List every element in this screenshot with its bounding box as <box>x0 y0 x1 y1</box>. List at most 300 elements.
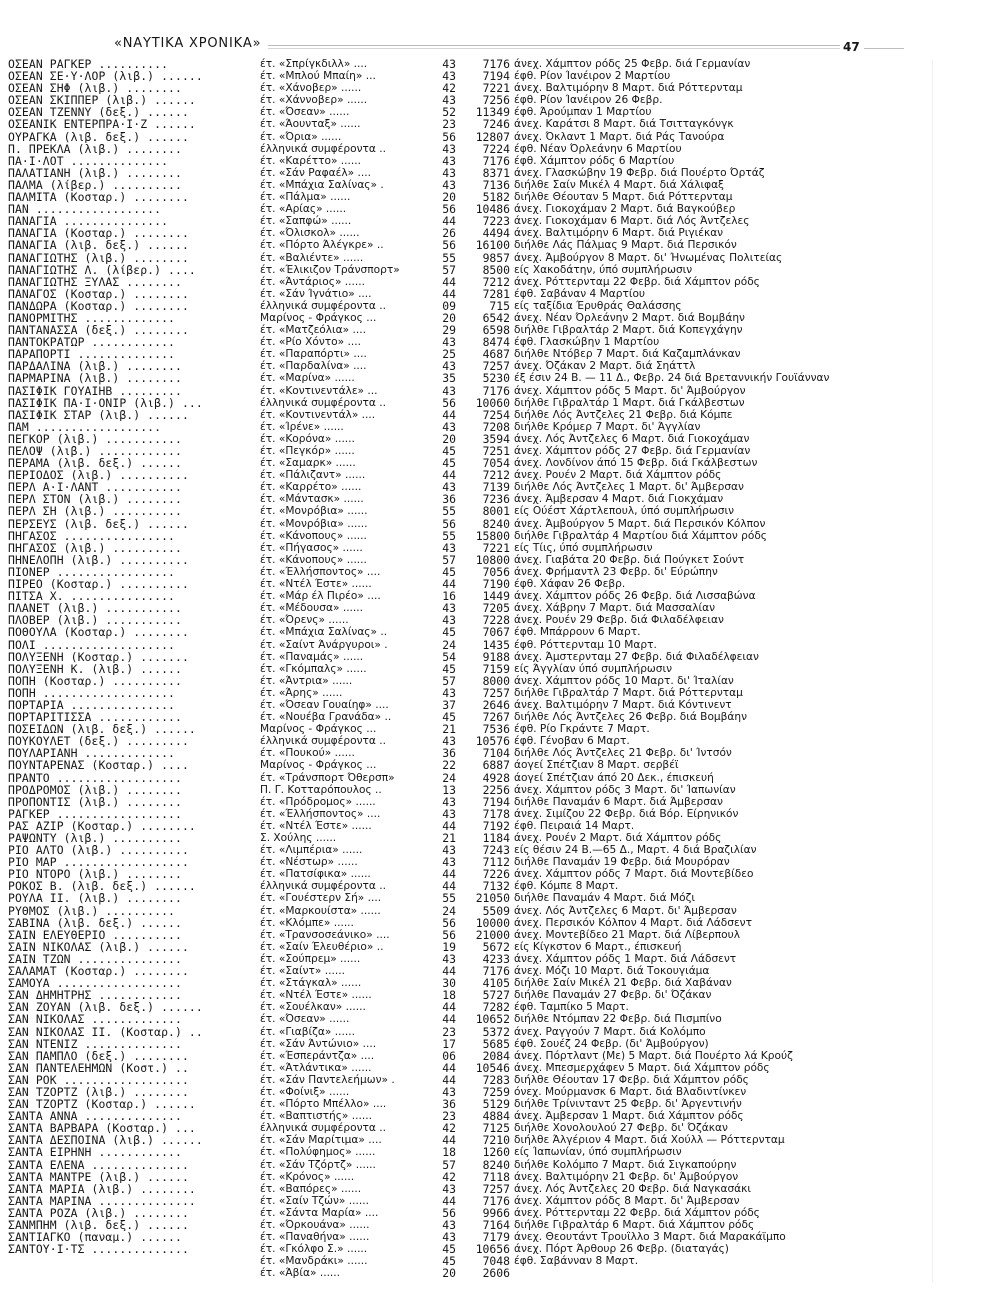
ship-position: άνεχ. Χάμπτον ρόδς 1 Μαρτ. διά Λάδσεντ <box>514 952 737 965</box>
ship-tonnage: 7164 <box>482 1219 510 1232</box>
ship-name: ΠΟΠΗ ................... <box>8 686 175 699</box>
ship-row <box>8 155 938 167</box>
ship-code: 45 <box>442 662 456 675</box>
ship-name: ΣΑΒΙΝΑ (λιβ. δεξ.) ...... <box>8 916 182 929</box>
ship-owner: έλληνικά συμφέροντα .. <box>260 880 386 893</box>
ship-tonnage: 8240 <box>482 1158 510 1171</box>
ship-position: άνεχ. Ραγγούν 7 Μαρτ. διά Κολόμπο <box>514 1025 706 1038</box>
ship-tonnage: 5129 <box>482 1098 510 1111</box>
ship-position: άνεχ. Γιοκοχάμαν 6 Μαρτ. διά Λός Άντζελες <box>514 215 750 228</box>
ship-code: 44 <box>442 868 456 881</box>
ship-owner: έτ. «Άντάριος» ...... <box>260 275 365 288</box>
ship-owner: έτ. «Ντέλ Έστε» ...... <box>260 578 372 591</box>
ship-position: άνεχ. Άμβούργον 5 Μαρτ. διά Περσικόν Κόλπον <box>514 517 766 530</box>
ship-tonnage: 6542 <box>482 311 510 325</box>
ship-row <box>8 626 938 638</box>
ship-tonnage: 7194 <box>482 70 510 83</box>
ship-row <box>8 687 938 699</box>
ship-position: όνεχ. Μούρμανσκ 6 Μαρτ. διά Βλαδιντίνκεν <box>514 1085 747 1098</box>
ship-position: διήλθε Άλγέριον 4 Μαρτ. διά Χούλλ — Ρόττερνταμ <box>514 1134 785 1147</box>
ship-code: 19 <box>442 940 456 953</box>
ship-code: 44 <box>442 1073 456 1086</box>
ship-tonnage: 7257 <box>482 360 510 373</box>
ship-code: 44 <box>442 578 456 591</box>
ship-row <box>8 699 938 711</box>
ship-tonnage: 16100 <box>475 239 510 252</box>
ship-code: 29 <box>442 324 456 337</box>
ship-position: άνεχ. Μοντεβίδεο 21 Μαρτ. διά Λίβερπουλ <box>514 928 741 941</box>
ship-tonnage: 10576 <box>475 735 510 748</box>
ship-owner: έτ. «Έσπεράντζα» .... <box>260 1049 375 1062</box>
ship-code: 44 <box>442 469 456 482</box>
ship-position: άνεχ. Χάμπτον ρόδς 7 Μαρτ. διά Μοντεβίδεο <box>514 868 754 881</box>
ship-position: άνεχ. Περσικόν Κόλπον 4 Μαρτ. διά Λάδσεντ <box>514 916 752 929</box>
ship-code: 18 <box>442 989 456 1002</box>
ship-tonnage: 2646 <box>482 698 510 712</box>
ship-tonnage: 3594 <box>482 432 510 445</box>
ship-position: άνεχ. Χάμπτον ρόδς 26 Φεβρ. διά Λισσαβώνα <box>514 590 756 603</box>
ship-owner: έτ. «Άουνταξ» ...... <box>260 118 361 131</box>
ship-position: διήλθε Γιβραλτάρ 1 Μαρτ. διά Γκάλβεστων <box>514 396 745 409</box>
ship-row <box>8 554 938 566</box>
ship-tonnage: 10656 <box>475 1243 510 1256</box>
ship-row <box>8 602 938 614</box>
ship-tonnage: 715 <box>489 299 510 312</box>
ship-name: ΠΑΛΜΑ (λίβερ.) .......... <box>8 178 182 192</box>
ship-owner: έτ. «Μανδράκι» ...... <box>260 1255 368 1268</box>
ship-position: διήλθε Γιβραλτάρ 6 Μαρτ. διά Χάμπτον ρόδς <box>514 1219 755 1231</box>
ship-owner: Π. Γ. Κοτταρόπουλος .. <box>260 783 382 796</box>
ship-name: ΠΕΡΛ ΣΗ (λιβ.) .......... <box>8 505 182 518</box>
ship-owner: έτ. «Γιαβίζα» ...... <box>260 1025 355 1038</box>
ship-name: ΠΑΡΑΠΟΡΤΙ .............. <box>8 348 175 361</box>
ship-tonnage: 6598 <box>482 324 510 337</box>
ship-code: 43 <box>442 844 456 857</box>
ship-row <box>8 844 938 856</box>
ship-code: 43 <box>442 384 456 397</box>
ship-owner: έτ. «Παναθήνα» ...... <box>260 1231 370 1244</box>
ship-position: άνεχ. Άμβερσαν 4 Μαρτ. διά Γιοκχάμαν <box>514 493 724 506</box>
ship-row <box>8 276 938 288</box>
ship-name: ΣΑΝ ΠΑΜΠΛΟ (δεξ.) ........ <box>8 1049 189 1062</box>
ship-owner: έτ. «Πατσίφικα» ...... <box>260 868 371 881</box>
ship-tonnage: 15800 <box>475 529 510 542</box>
ship-row <box>8 1207 938 1219</box>
ship-name: ΣΑΝΤΑ ΜΑΡΙΑ (λιβ.) ........ <box>8 1182 196 1195</box>
ship-code: 55 <box>442 505 456 518</box>
ship-position: άνεχ. Χάμπτον ρόδς 25 Φεβρ. διά Γερμανίαν <box>514 58 751 70</box>
ship-tonnage: 2256 <box>482 783 510 796</box>
ship-row <box>8 397 938 409</box>
ship-tonnage: 7251 <box>482 445 510 458</box>
ship-row <box>8 542 938 554</box>
ship-owner: έτ. «Νουέβα Γρανάδα» .. <box>260 711 392 724</box>
ship-row <box>8 1074 938 1086</box>
ship-row <box>8 348 938 360</box>
ship-row <box>8 143 938 155</box>
ship-position: άνεχ. Χάβρην 7 Μαρτ. διά Μασσαλίαν <box>514 602 715 615</box>
ship-tonnage: 7281 <box>482 287 510 300</box>
ship-name: ΡΙΟ ΜΑΡ .................. <box>8 856 189 869</box>
ship-owner: έτ. «Πολύφημος» ...... <box>260 1146 376 1159</box>
ship-owner: έτ. «Πήγασος» ...... <box>260 541 363 554</box>
ship-row <box>8 312 938 324</box>
ship-tonnage: 5372 <box>482 1025 510 1038</box>
ship-position: διήλθε Ντόμπαν 22 Φεβρ. διά Πισμπίνο <box>514 1013 722 1026</box>
ship-name: ΣΑΝΤΑ ΕΛΕΝΑ .............. <box>8 1158 189 1171</box>
ship-owner: έλληνικά συμφέροντα .. <box>260 142 386 155</box>
ship-name: ΣΑΝ ΤΖΟΡΤΖ (λιβ.) ........ <box>8 1085 189 1099</box>
ship-name: ΠΟΥΚΟΥΛΕΤ (δεξ.) ......... <box>8 735 189 748</box>
ship-name: ΣΑΝΤΙΑΓΚΟ (παναμ.) ...... <box>8 1231 182 1244</box>
ship-tonnage: 9188 <box>482 650 510 663</box>
ship-row <box>8 469 938 481</box>
ship-owner: έτ. «Γκόμπαλς» ...... <box>260 662 367 675</box>
ship-name: ΠΡΟΔΡΟΜΟΣ (λιβ.) ........ <box>8 783 182 796</box>
ship-tonnage: 6887 <box>482 759 510 772</box>
ship-row <box>8 1013 938 1025</box>
ship-row <box>8 1134 938 1146</box>
ship-code: 57 <box>442 263 456 276</box>
ship-row <box>8 905 938 917</box>
ship-code: 43 <box>442 1182 456 1195</box>
ship-name: ΟΣΕΑΝ ΣΕ·Υ·ΛΟΡ (λιβ.) ...... <box>8 70 203 83</box>
ship-owner: έτ. «Έλλήσποντος» .... <box>260 807 381 820</box>
ship-owner: έτ. «Σπρίγκδιλλ» .... <box>260 58 368 70</box>
ship-owner: έτ. «Μπλού Μπαίη» ... <box>260 70 376 83</box>
ship-owner: έτ. «Ντέλ Έστε» ...... <box>260 819 372 832</box>
ship-owner: έτ. «Πουκού» ...... <box>260 747 355 760</box>
ship-row <box>8 675 938 687</box>
ship-row <box>8 917 938 929</box>
ship-row <box>8 445 938 457</box>
ship-code: 42 <box>442 1170 456 1183</box>
ship-owner: έτ. «Μαρκουίστα» ...... <box>260 904 381 917</box>
ship-code: 44 <box>442 408 456 421</box>
ship-tonnage: 7282 <box>482 1001 510 1014</box>
ship-owner: έτ. «Άτλάντικα» ...... <box>260 1061 372 1074</box>
page-number: 47 <box>843 40 860 54</box>
ship-code: 37 <box>442 698 456 712</box>
ship-code: 23 <box>442 118 456 131</box>
ship-owner: έτ. «Βαπτιστής» ...... <box>260 1110 372 1123</box>
ship-row <box>8 977 938 989</box>
ship-code: 43 <box>442 70 456 83</box>
ship-code: 43 <box>442 602 456 615</box>
ship-tonnage: 7136 <box>482 178 510 192</box>
ship-position: διήλθε Λός Άντζελες 26 Φεβρ. διά Βομβάην <box>514 711 748 724</box>
ship-code: 45 <box>442 445 456 458</box>
ship-code: 20 <box>442 311 456 325</box>
ship-tonnage: 7205 <box>482 602 510 615</box>
ship-owner: έτ. «Πόρτο Μπέλλο» .... <box>260 1098 387 1111</box>
ship-position: άνεχ. Βαλτιμόρην 7 Μαρτ. διά Κόντινεντ <box>514 698 732 711</box>
ship-tonnage: 7257 <box>482 686 510 699</box>
ship-name: ΟΣΕΑΝ ΤΖΕΝΝΥ (δεξ.) ...... <box>8 106 189 119</box>
ship-row <box>8 953 938 965</box>
ship-position: άνεχ. Όζάκαν 2 Μαρτ. διά Σηάττλ <box>514 360 696 373</box>
ship-name: ΠΑΝΑΓΙΑ (λιβ. δεξ.) ...... <box>8 239 189 252</box>
ship-name: ΠΟΛΥΞΕΝΗ (Κοσταρ.) ....... <box>8 650 189 663</box>
ship-name: ΣΑΙΝ ΤΖΩΝ ............... <box>8 952 182 966</box>
ship-position: άνεχ. Χάμπτον ρόδς 5 Μαρτ. δι' Άμβούργον <box>514 384 746 397</box>
ship-name: ΠΟΘΟΥΛΑ (Κοσταρ.) ........ <box>8 626 189 639</box>
ship-code: 56 <box>442 928 456 941</box>
ship-code: 43 <box>442 94 456 107</box>
ship-code: 44 <box>442 965 456 978</box>
ship-tonnage: 7243 <box>482 844 510 857</box>
ship-tonnage: 10060 <box>475 396 510 409</box>
ship-tonnage: 1435 <box>482 638 510 651</box>
ship-position: είς Κίγκστον 6 Μαρτ., έπισκευή <box>514 940 682 953</box>
ship-owner: έτ. «Μέδουσα» ...... <box>260 602 364 615</box>
ship-tonnage: 7178 <box>482 807 510 820</box>
ship-position: άνεχ. Όκλαντ 1 Μαρτ. διά Ράς Τανούρα <box>514 130 725 143</box>
ship-row <box>8 663 938 675</box>
ship-code: 43 <box>442 1085 456 1099</box>
ship-owner: έτ. «Όσεαν Γουαίηφ» .... <box>260 698 389 711</box>
ship-code: 44 <box>442 1134 456 1147</box>
ship-code: 23 <box>442 1110 456 1123</box>
ship-code: 57 <box>442 1158 456 1171</box>
ship-row <box>8 493 938 505</box>
ship-name: ΣΑΝ ΝΙΚΟΛΑΣ ΙΙ. (Κοσταρ.) .. <box>8 1025 203 1038</box>
ship-tonnage: 2084 <box>482 1049 510 1062</box>
ship-tonnage: 7179 <box>482 1231 510 1244</box>
ship-tonnage: 7054 <box>482 457 510 470</box>
ship-tonnage: 8500 <box>482 263 510 276</box>
ship-owner: έλληνικά συμφέροντα .. <box>260 1122 386 1135</box>
ship-owner: έτ. «Ρίο Χόντο» .... <box>260 336 361 349</box>
ship-row <box>8 118 938 130</box>
ship-code: 06 <box>442 1049 456 1062</box>
ship-owner: έτ. «Όσεαν» ...... <box>260 1013 350 1026</box>
ship-tonnage: 7125 <box>482 1122 510 1135</box>
ship-position: άνεχ. Πόρτ Άρθουρ 26 Φεβρ. (διαταγάς) <box>514 1243 729 1256</box>
ship-position: διήλθε Παναμάν 4 Μαρτ. διά Μόζι <box>514 892 695 905</box>
ship-name: ΠΗΝΕΛΟΠΗ (λιβ.) .......... <box>8 553 189 566</box>
ship-name: ΟΥΡΑΓΚΑ (λιβ. δεξ.) ...... <box>8 130 189 143</box>
ship-row <box>8 941 938 953</box>
ship-name: ΠΑΝ .................. <box>8 203 162 216</box>
ship-code: 24 <box>442 638 456 651</box>
ship-row <box>8 892 938 904</box>
ship-row <box>8 106 938 118</box>
ship-position: είς Χακοδάτην, ύπό συμπλήρωσιν <box>514 263 693 276</box>
ship-tonnage: 7139 <box>482 481 510 494</box>
ship-row <box>8 590 938 602</box>
ship-tonnage: 12807 <box>475 130 510 143</box>
ship-code: 43 <box>442 952 456 966</box>
ship-code: 45 <box>442 1255 456 1268</box>
ship-name: ΠΑΛΜΙΤΑ (Κοσταρ.) ........ <box>8 191 189 204</box>
ship-position: έφθ. Ρίο Γκράντε 7 Μαρτ. <box>514 723 650 736</box>
ship-name: ΣΑΝ ΔΗΜΗΤΡΗΣ ............ <box>8 989 182 1002</box>
ship-code: 56 <box>442 130 456 143</box>
ship-row <box>8 433 938 445</box>
ship-owner: έτ. «Πόρτο Άλέγκρε» .. <box>260 239 384 252</box>
ship-code: 43 <box>442 1231 456 1244</box>
ship-position: διήλθε Χονολουλού 27 Φεβρ. δι' Όζάκαν <box>514 1122 728 1135</box>
ship-owner: έτ. «Γκόλφο Σ.» ...... <box>260 1243 368 1256</box>
ship-row <box>8 989 938 1001</box>
ship-position: είς ταξίδια Έρυθράς Θαλάσσης <box>514 299 682 312</box>
ship-name: ΠΟΛΙ ................... <box>8 638 175 651</box>
ship-owner: έτ. «Παρδαλίνα» .... <box>260 360 367 373</box>
ship-name: ΟΣΕΑΝ ΡΑΓΚΕΡ .......... <box>8 58 169 71</box>
ship-name: ΣΑΛΑΜΑΤ (Κοσταρ.) ........ <box>8 965 189 978</box>
ship-name: ΣΑΝ ΝΤΕΝΙΖ .............. <box>8 1037 182 1050</box>
ship-row <box>8 457 938 469</box>
ship-name: ΡΑΣ ΑΖΙΡ (Κοσταρ.) ........ <box>8 819 196 832</box>
ship-owner: έτ. «Σάν Ραφαέλ» .... <box>260 166 371 179</box>
ship-tonnage: 7236 <box>482 493 510 506</box>
ship-name: ΠΡΑΝΤΟ .................. <box>8 771 182 784</box>
ship-owner: έτ. «Άβία» ...... <box>260 1267 341 1280</box>
ship-row <box>8 759 938 771</box>
ship-tonnage: 7067 <box>482 626 510 639</box>
ship-row <box>8 808 938 820</box>
ship-code: 43 <box>442 166 456 179</box>
ship-tonnage: 8000 <box>482 674 510 687</box>
ship-owner: έτ. «Σάν Τζόρτζ» ...... <box>260 1158 376 1171</box>
ship-code: 45 <box>442 565 456 579</box>
ship-name: ΣΑΝΤΟΥ·Ι·ΤΣ .............. <box>8 1243 189 1256</box>
ship-position: άνεχ. Θεουτάντ Τρουΐλλο 3 Μαρτ. διά Μαρακάϊμπο <box>514 1231 786 1244</box>
ship-tonnage: 7256 <box>482 94 510 107</box>
ship-tonnage: 7246 <box>482 118 510 131</box>
header-rule <box>268 48 840 49</box>
ship-code: 55 <box>442 251 456 264</box>
ship-name: ΟΣΕΑΝ ΣΚΙΠΠΕΡ (λιβ.) ...... <box>8 94 196 107</box>
ship-owner: έτ. «Όρκουάνα» ...... <box>260 1219 370 1231</box>
ship-tonnage: 5230 <box>482 372 510 385</box>
ship-tonnage: 8001 <box>482 505 510 518</box>
ship-code: 56 <box>442 1206 456 1219</box>
ship-tonnage: 7176 <box>482 58 510 71</box>
ship-position: άνεχ. Λός Άντζελες 6 Μαρτ. διά Γιοκοχάμαν <box>514 432 750 445</box>
ship-row <box>8 70 938 82</box>
ship-row <box>8 530 938 542</box>
ship-owner: έλληνικά συμφέροντα .. <box>260 299 386 312</box>
ship-tonnage: 7221 <box>482 82 510 95</box>
ship-name: ΠΟΠΗ (Κοσταρ.) .......... <box>8 674 182 687</box>
ship-name: ΠΟΡΤΑΡΙΤΙΣΣΑ ............ <box>8 711 182 724</box>
ship-position: είς Ίαπωνίαν, ύπό συμπλήρωσιν <box>514 1146 682 1159</box>
ship-owner: έτ. «Μάρ έλ Πιρέο» .... <box>260 590 381 603</box>
ship-code: 24 <box>442 904 456 917</box>
ship-tonnage: 7259 <box>482 1085 510 1099</box>
ship-position: άνεχ. Σιμίζου 22 Φεβρ. διά Βόρ. Είρηνικόν <box>514 807 739 820</box>
ship-tonnage: 7176 <box>482 1194 510 1207</box>
ship-position: άνεχ. Άμβούργον 8 Μαρτ. δι' Ήνωμένας Πολιτείας <box>514 251 783 264</box>
ship-owner: έτ. «Τράνσπορτ Όθερσπ» <box>260 771 395 784</box>
ship-owner: έτ. «Παραπόρτι» .... <box>260 348 367 361</box>
ship-code: 43 <box>442 142 456 155</box>
ship-name: ΣΑΝ ΤΖΟΡΤΖ (Κοσταρ.) ...... <box>8 1098 196 1111</box>
ship-owner: έτ. «Κορόνα» ...... <box>260 432 355 445</box>
ship-name: ΡΑΓΚΕΡ .................. <box>8 807 182 820</box>
ship-owner: έτ. «Σάν Άντώνιο» .... <box>260 1037 377 1050</box>
ship-owner: έτ. «Σαίν Τζών» ...... <box>260 1194 369 1207</box>
ship-owner: έτ. «Σαίντ Άνάργυροι» . <box>260 638 388 651</box>
ship-tonnage: 7254 <box>482 408 510 421</box>
ship-name: ΣΑΝ ΡΟΚ .................. <box>8 1073 189 1086</box>
ship-name: ΠΗΓΑΣΟΣ (λιβ.) .......... <box>8 541 182 554</box>
ship-row <box>8 82 938 94</box>
ship-owner: έτ. «Στάγκαλ» ...... <box>260 977 362 990</box>
ship-position: διήλθε Σαίν Μικέλ 4 Μαρτ. διά Χάλιφαξ <box>514 178 724 191</box>
ship-owner: έτ. «Αρίας» ...... <box>260 203 347 216</box>
ship-position: διήλθε Λός Άντζελες 21 Φεβρ. δι' Ίντσόν <box>514 747 732 760</box>
ship-code: 43 <box>442 807 456 820</box>
ship-name: ΠΙΤΣΑ Χ. ............... <box>8 590 175 603</box>
ship-code: 43 <box>442 735 456 748</box>
ship-position: άνεχ. Μπεσμερχάφεν 5 Μαρτ. διά Χάμπτον ρόδς <box>514 1061 770 1074</box>
ship-owner: έτ. «Μονρόβια» ...... <box>260 505 368 518</box>
ship-tonnage: 7210 <box>482 1134 510 1147</box>
ship-position: έφθ. Νέαν Όρλεάνην 6 Μαρτίου <box>514 142 682 155</box>
ship-row <box>8 1255 938 1267</box>
ship-position: έφθ. Σουέζ 24 Φεβρ. (δι' Άμβούργον) <box>514 1037 709 1050</box>
ship-owner: έτ. «Μπάχια Σαλίνας» .. <box>260 626 388 639</box>
ship-name: ΣΑΝΤΑ ΑΝΝΑ .............. <box>8 1110 182 1123</box>
ship-code: 09 <box>442 299 456 312</box>
ship-position: έφθ. Ρίον Ίανέιρον 26 Φεβρ. <box>514 94 663 107</box>
ship-name: ΠΕΡΙΟΔΟΣ (λιβ.) .......... <box>8 469 189 482</box>
ship-tonnage: 7132 <box>482 880 510 893</box>
ship-tonnage: 7221 <box>482 541 510 554</box>
ship-position: άνεχ. Καράτσι 8 Μαρτ. διά Τσιτταγκόνγκ <box>514 118 734 131</box>
ship-owner: έτ. «Σάν Ίγνάτιο» .... <box>260 287 372 300</box>
ship-tonnage: 7112 <box>482 856 510 869</box>
ship-row <box>8 239 938 251</box>
ship-tonnage: 1449 <box>482 590 510 603</box>
ship-tonnage: 4494 <box>482 227 510 240</box>
ship-tonnage: 7176 <box>482 965 510 978</box>
ship-owner: έτ. «Σουέλκαν» ...... <box>260 1001 366 1014</box>
ship-name: ΠΑΜ .................. <box>8 420 162 433</box>
ship-code: 56 <box>442 916 456 929</box>
ship-position: έφθ. Ρόττερνταμ 10 Μαρτ. <box>514 638 657 651</box>
ship-row <box>8 614 938 626</box>
ship-name: ΠΙΡΕΟ (Κοσταρ.) .......... <box>8 578 189 591</box>
ship-tonnage: 7104 <box>482 747 510 760</box>
ship-name: ΠΟΥΝΤΑΡΕΝΑΣ (Κοσταρ.) .... <box>8 759 189 772</box>
ship-row <box>8 1183 938 1195</box>
ship-position: άνεχ. Άμβερσαν 1 Μαρτ. διά Χάμπτον ρόδς <box>514 1110 744 1123</box>
ship-position: διήλθε Σαίν Μικέλ 21 Φεβρ. διά Χαβάναν <box>514 977 732 990</box>
ship-name: ΠΛΟΒΕΡ (λιβ.) ........... <box>8 614 182 627</box>
ship-position: είς Ούέστ Χάρτλεπουλ, ύπό συμπλήρωσιν <box>514 505 734 518</box>
ship-tonnage: 5672 <box>482 940 510 953</box>
ship-code: 20 <box>442 191 456 204</box>
ship-owner: έτ. «Καρρέτο» ...... <box>260 481 362 494</box>
ship-tonnage: 10652 <box>475 1013 510 1026</box>
ship-name: ΠΑΝΟΡΜΙΤΗΣ ............. <box>8 311 175 325</box>
ship-code: 52 <box>442 106 456 119</box>
ship-position: άνεχ. Βαλτιμόρην 21 Φεβρ. δι' Άμβούργον <box>514 1170 739 1183</box>
ship-name: ΠΑΝΑΓΙΩΤΗΣ ΞΥΛΑΣ ........ <box>8 275 182 288</box>
ship-code: 17 <box>442 1037 456 1050</box>
ship-position: άνεχ. Γιοκοχάμαν 2 Μαρτ. διά Βαγκούβερ <box>514 203 736 216</box>
ship-row <box>8 784 938 796</box>
ship-code: 44 <box>442 819 456 832</box>
ship-row <box>8 578 938 590</box>
ship-code: 25 <box>442 348 456 361</box>
ship-code: 44 <box>442 1194 456 1207</box>
ship-code: 54 <box>442 650 456 663</box>
